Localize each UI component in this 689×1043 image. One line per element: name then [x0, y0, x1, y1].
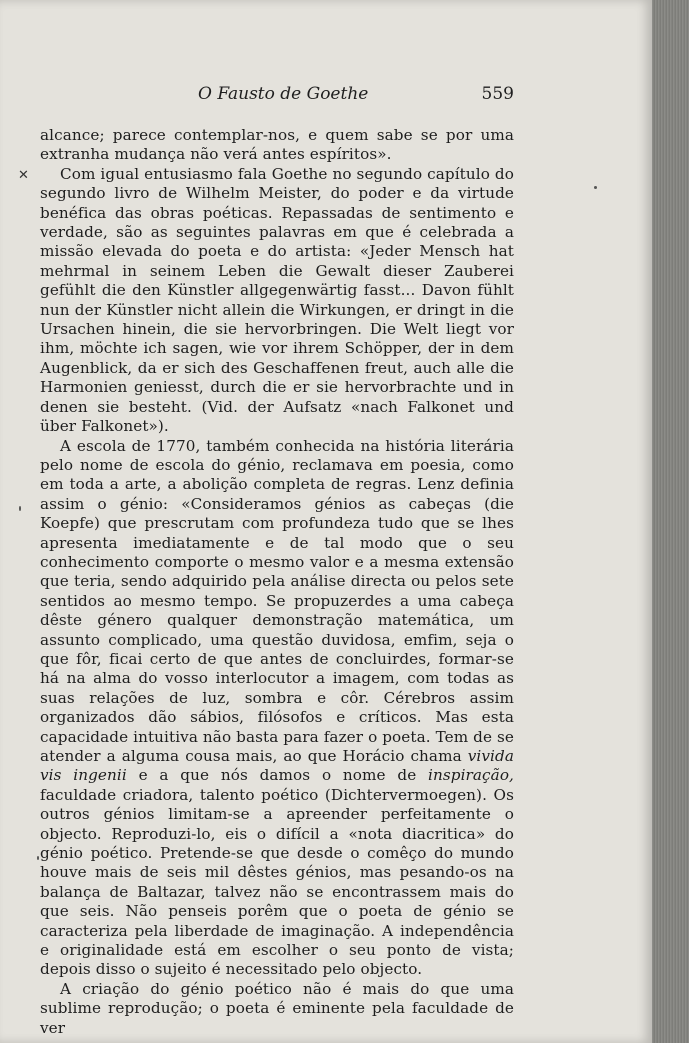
- body-text: [40, 126, 514, 1038]
- paragraph: [40, 980, 514, 1038]
- text-segment: faculdade criadora, talento poético (Dichtervermoegen). Os outros génios limitam-se a apreender perfeitamente o objecto. Reproduzi-lo, eis o difícil a «nota diacritica» do génio poético. Pretende-se que desde o comêço do mundo houve mais de seis mil dêstes génios, mas pesando-os na balança de Baltazar, talvez não se encontrassem mais do que seis. Não penseis porêm que o poeta de génio se caracteriza pela liberdade de imaginação. A independência e originalidade está em escolher o seu ponto de vista; depois disso o sujeito é necessitado pelo objecto.: [40, 785, 514, 979]
- paragraph: [40, 437, 514, 980]
- page-edge-stack: [652, 0, 689, 1043]
- text-segment: alcance; parece contemplar-nos, e quem sabe se por uma extranha mudança não verá antes espíritos».: [40, 126, 514, 164]
- italic-text: vivida vis ingenii: [40, 747, 514, 785]
- text-segment: A escola de 1770, também conhecida na história literária pelo nome de escola do génio, reclamava em poesia, como em toda a arte, a abolição completa de regras. Lenz definia assim o génio: «Consideramos génios as cabeças (die Koepfe) que prescrutam com profundeza tudo que se lhes apresenta imediatamente e de tal modo que o seu conhecimento comporte o mesmo valor e a mesma extensão que teria, sendo adquirido pela análise directa ou pelos sete sentidos ao mesmo tempo. Se propuzerdes a uma cabeça dêste género qualquer demonstração matemática, um assunto complicado, uma questão duvidosa, emfim, seja o que fôr, ficai certo de que antes de concluirdes, formar-se há na alma do vosso interlocutor a imagem, com todas as suas relações de luz, sombra e côr. Cérebros assim organizados dão sábios, filósofos e críticos. Mas esta capacidade intuitiva não basta para fazer o poeta. Tem de se atender a alguma cousa mais, ao que Horácio chama: [40, 436, 514, 765]
- paragraph: [40, 165, 514, 437]
- text-segment: A criação do génio poético não é mais do que uma sublime reprodução; o poeta é eminente pela faculdade de ver: [40, 979, 514, 1037]
- text-segment: Com igual entusiasmo fala Goethe no segundo capítulo do segundo livro de Wilhelm Meister, do poder e da virtude benéfica das obras poéticas. Repassadas de sentimento e verdade, são as seguintes palavras em que é celebrada a missão elevada do poeta e do artista: «Jeder Mensch hat mehrmal in seinem Leben die Gewalt dieser Zauberei gefühlt die den Künstler allgegenwärtig fasst... Davon fühlt nun der Künstler nicht allein die Wirkungen, er dringt in die Ursachen hinein, die sie hervorbringen. Die Welt liegt vor ihm, möchte ich sagen, wie vor ihrem Schöpper, der in dem Augenblick, da er sich des Geschaffenen freut, auch alle die Harmonien geniesst, durch die er sie hervorbrachte und in denen sie besteht. (Vid. der Aufsatz «nach Falkonet und über Falkonet»).: [40, 164, 514, 436]
- margin-mark-icon: ✕: [18, 168, 29, 183]
- paper-speck: [594, 186, 597, 189]
- page-header: [40, 84, 514, 110]
- paper-speck: [19, 506, 21, 511]
- italic-text: inspiração,: [428, 766, 514, 785]
- text-segment: e a que nós damos o nome de: [126, 766, 429, 785]
- paper-speck: [37, 856, 39, 860]
- paragraph: [40, 126, 514, 165]
- page-number: 559: [481, 84, 514, 104]
- running-title: O Fausto de Goethe: [198, 84, 369, 104]
